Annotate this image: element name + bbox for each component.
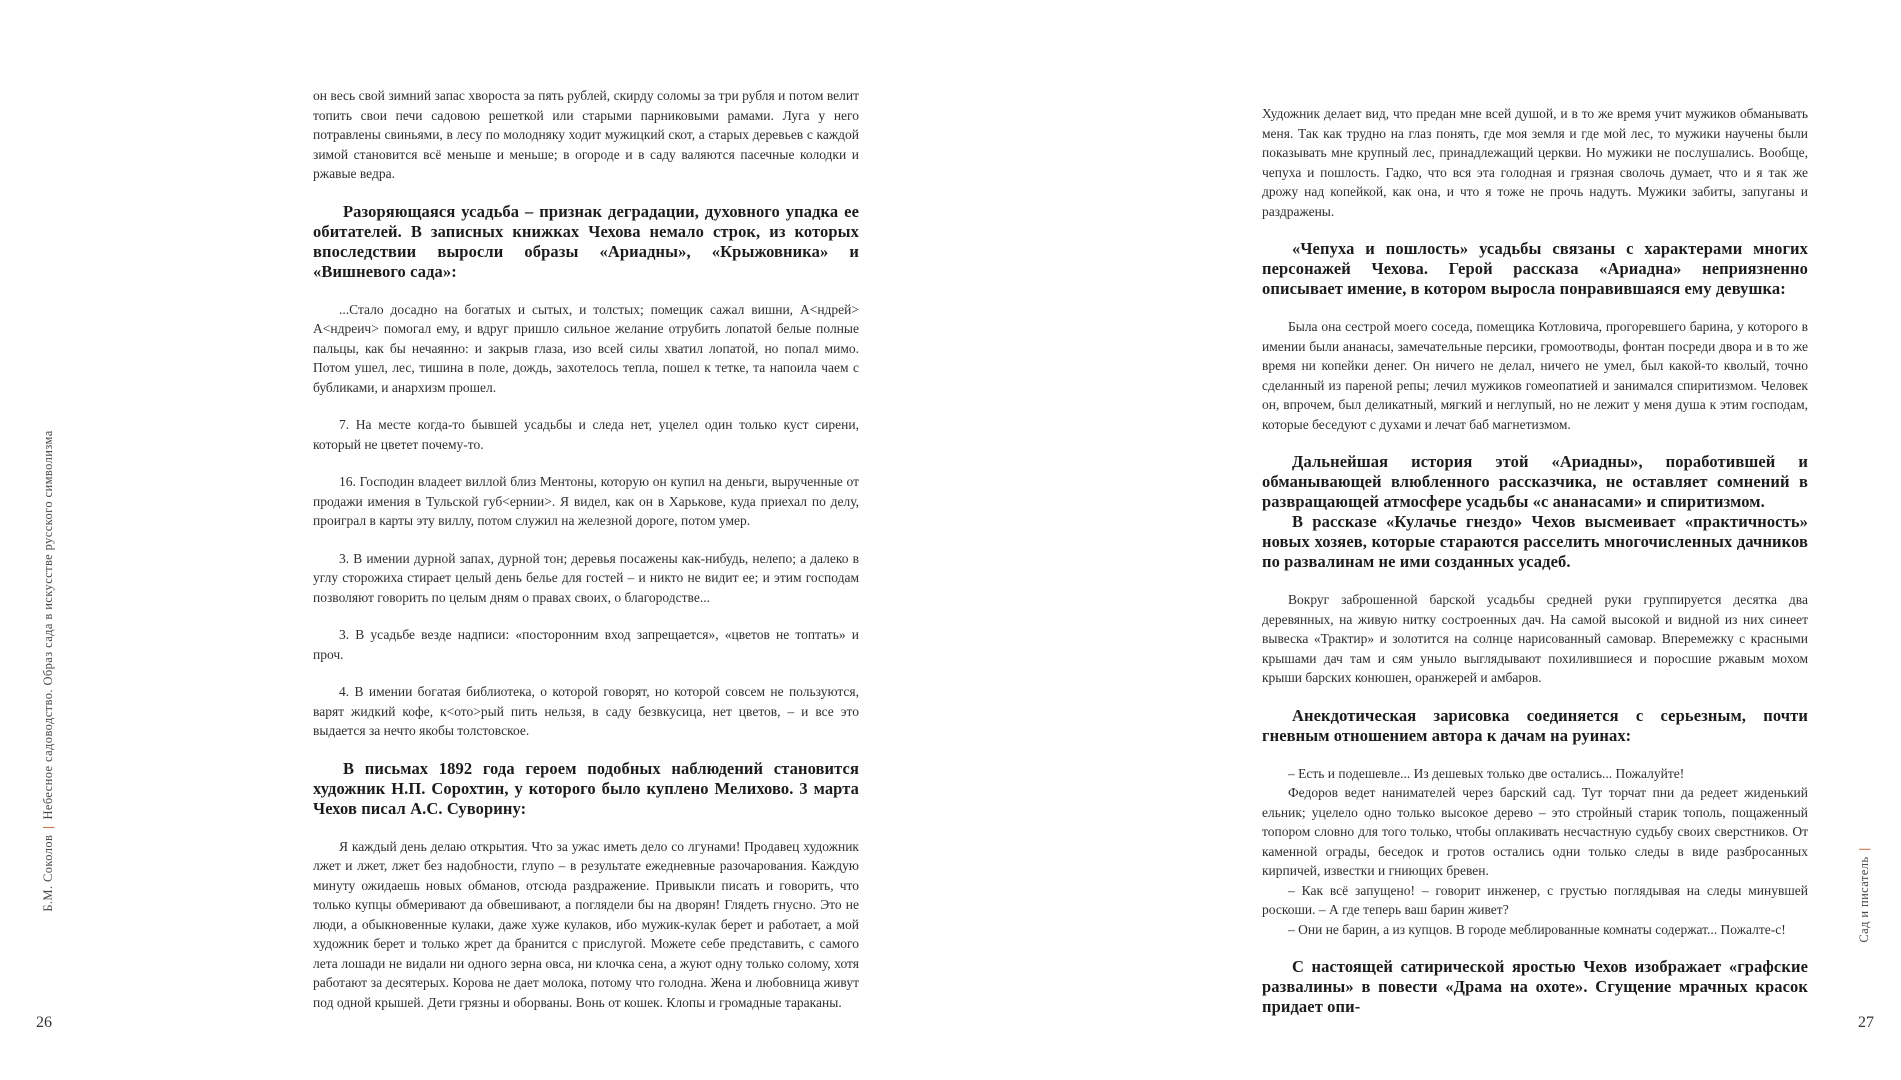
page-number-left: 26 — [36, 1014, 52, 1031]
quote-paragraph: – Как всё запущено! – говорит инженер, с грустью поглядывая на следы минувшей роскоши. – А где теперь ваш барин живет? — [1262, 882, 1808, 917]
page-number-right: 27 — [1858, 1014, 1874, 1031]
quote-paragraph: 4. В имении богатая библиотека, о которой говорят, но которой совсем не пользуются, варят жидкий кофе, к<ото>рый пить нельзя, в саду безвкусица, нет цветов, – и все это выдается за нечто якобы толстовское. — [313, 684, 859, 738]
margin-caption-separator: | — [41, 825, 55, 829]
margin-caption-author: Б.М. Соколов — [41, 834, 55, 912]
body-paragraph: В письмах 1892 года героем подобных наблюдений становится художник Н.П. Сорохтин, у которого было куплено Мелихово. 3 марта Чехов писал А.С. Суворину: — [313, 758, 859, 818]
margin-caption-book-title: Небесное садоводство. Образ сада в искусстве русского символизма — [41, 430, 55, 820]
left-page-text-column — [313, 86, 859, 1012]
right-page-text-column — [1262, 104, 1808, 1017]
quote-paragraph: – Есть и подешевле... Из дешевых только две остались... Пожалуйте! — [1288, 765, 1685, 781]
quote-paragraph: Я каждый день делаю открытия. Что за ужас иметь дело со лгунами! Продавец художник лжет и лжет, лжет без надобности, глупо – в результате ежедневные разочарования. Каждую минуту ожидаешь новых обманов, отсюда раздражение. Привыкли писать и говорить, что только купцы обмеривают да обвешивают, а поглядели бы на дворян! Глядеть гнусно. Это не люди, а обыкновенные кулаки, даже хуже кулаков, ибо мужик-кулак берет и работает, а мой художник берет и только жрет да бранится с прислугой. Можете себе представить, с самого лета лошади не видали ни одного зерна овса, ни клочка сена, а жуют одну только солому, хотя работают за десятерых. Корова не дает молока, потому что голодна. Жена и любовница живут под одной крышей. Дети грязны и оборваны. Вонь от кошек. Клопы и громадные тараканы. — [313, 838, 859, 1010]
body-paragraph: Дальнейшая история этой «Ариадны», поработившей и обманывающей влюбленного рассказчика, не оставляет сомнений в развращающей атмосфере усадьбы «с ананасами» и спиритизмом. — [1262, 452, 1808, 511]
quote-paragraph: – Они не барин, а из купцов. В городе меблированные комнаты содержат... Пожалте-с! — [1288, 921, 1786, 937]
body-paragraph: В рассказе «Кулачье гнездо» Чехов высмеивает «практичность» новых хозяев, которые стараются расселить многочисленных дачников по развалинам не ими созданных усадеб. — [1262, 512, 1808, 571]
quote-paragraph: Вокруг заброшенной барской усадьбы средней руки группируется десятка два деревянных, на живую нитку состроенных дач. На самой высокой и видной из них синеет вывеска «Трактир» и золотится на солнце нарисованный самовар. Вперемежку с красными крышами дач там и сям уныло выглядывают похилившиеся и поросшие ржавым мохом крыши барских конюшен, оранжерей и амбаров. — [1262, 592, 1808, 685]
right-margin-caption — [1854, 817, 1874, 967]
margin-caption-separator: | — [1857, 847, 1871, 851]
quote-paragraph: он весь свой зимний запас хвороста за пять рублей, скирду соломы за три рубля и потом велит топить свои печи садовою решеткой или старыми парниковыми рамами. Луга у него потравлены свиньями, в лесу по молодняку ходит мужицкий скот, а старых деревьев с каждой зимой становится всё меньше и меньше; в огороде и в саду валяются пасечные колодки и ржавые ведра. — [313, 88, 859, 181]
margin-caption-chapter-title: Сад и писатель — [1857, 856, 1871, 943]
quote-paragraph: 3. В усадьбе везде надписи: «посторонним вход запрещается», «цветов не топтать» и проч. — [313, 627, 859, 662]
quote-paragraph: 16. Господин владеет виллой близ Ментоны, которую он купил на деньги, вырученные от продажи имения в Тульской губ<ернии>. Я видел, как он в Харькове, куда приехал по делу, проиграл в карты эту виллу, потом служил на железной дороге, потом умер. — [313, 474, 859, 528]
quote-paragraph: Художник делает вид, что предан мне всей душой, и в то же время учит мужиков обманывать меня. Так как трудно на глаз понять, где моя земля и где мой лес, то мужики научены были показывать мне крупный лес, принадлежащий церкви. Но мужики не послушались. Вообще, чепуха и пошлость. Гадко, что вся эта голодная и грязная сволочь думает, что и я так же дрожу над копейкой, как она, и что я тоже не прочь надуть. Мужики забиты, запуганы и раздражены. — [1262, 106, 1808, 219]
quote-paragraph: 7. На месте когда-то бывшей усадьбы и следа нет, уцелел один только куст сирени, который не цветет почему-то. — [313, 417, 859, 452]
body-paragraph: «Чепуха и пошлость» усадьбы связаны с характерами многих персонажей Чехова. Герой рассказа «Ариадна» неприязненно описывает имение, в котором выросла понравившаяся ему девушка: — [1262, 239, 1808, 298]
quote-paragraph: 3. В имении дурной запах, дурной тон; деревья посажены как-нибудь, нелепо; а далеко в углу сторожиха стирает целый день белье для гостей – и никто не видит ее; и этим господам позволяют говорить по целым дням о правах своих, о благородстве... — [313, 550, 859, 605]
quote-paragraph: Была она сестрой моего соседа, помещика Котловича, прогоревшего барина, у которого в имении были ананасы, замечательные персики, громоотводы, фонтан посреди двора и в то же время ни копейки денег. Он ничего не делал, ничего не умел, был какой-то кволый, точно сделанный из пареной репы; лечил мужиков гомеопатией и занимался спиритизмом. Человек он, впрочем, был деликатный, мягкий и неглупый, но не лежит у меня душа к этим господам, которые беседуют с духами и лечат баб магнетизмом. — [1262, 319, 1808, 432]
quote-paragraph: ...Стало досадно на богатых и сытых, и толстых; помещик сажал вишни, А<ндрей> А<ндреич> помогал ему, и вдруг пришло сильное желание отрубить лопатой белые полные пальцы, как бы нечаянно: и закрыв глаза, изо всей силы хватил лопатой, но попал мимо. Потом ушел, лес, тишина в поле, дождь, захотелось тепла, пошел к тетке, та напоила чаем с бубликами, и анархизм прошел. — [313, 301, 859, 395]
left-margin-caption — [38, 421, 58, 921]
body-paragraph: Анекдотическая зарисовка соединяется с серьезным, почти гневным отношением автора к дачам на руинах: — [1262, 705, 1808, 745]
quote-paragraph: Федоров ведет нанимателей через барский сад. Тут торчат пни да редеет жиденький ельник; уцелело одно только высокое дерево – это стройный старик тополь, пощаженный топором словно для того только, чтобы оплакивать несчастную судьбу своих сверстников. От каменной ограды, беседок и гротов остались одни только следы в виде разбросанных кирпичей, известки и гниющих бревен. — [1262, 785, 1808, 878]
body-paragraph: Разоряющаяся усадьба – признак деградации, духовного упадка ее обитателей. В записных книжках Чехова немало строк, из которых впоследствии выросли образы «Ариадны», «Крыжовника» и «Вишневого сада»: — [313, 201, 859, 281]
body-paragraph: С настоящей сатирической яростью Чехов изображает «графские развалины» в повести «Драма на охоте». Сгущение мрачных красок придает опи- — [1262, 957, 1808, 1016]
